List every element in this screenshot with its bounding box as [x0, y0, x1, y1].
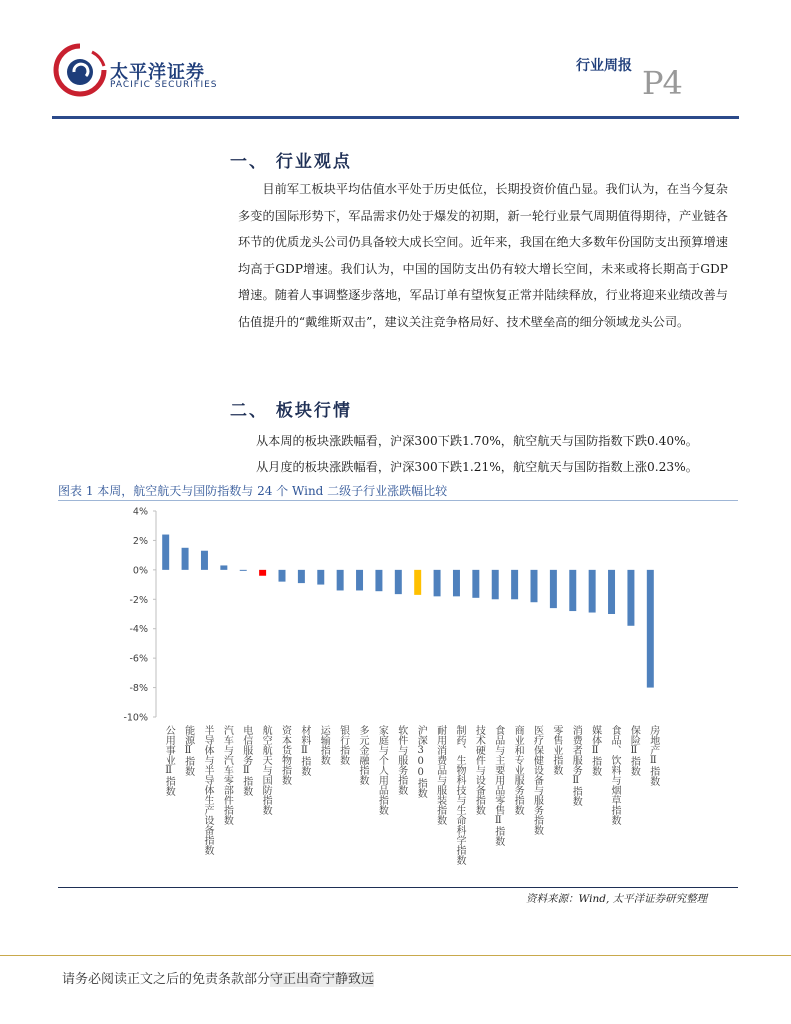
section-2-heading: 二、 板块行情: [230, 401, 352, 421]
bar: [647, 570, 654, 688]
x-category-label: 沪深300指数: [415, 725, 427, 798]
bar: [414, 570, 421, 595]
x-category-label: 汽车与汽车零部件指数: [221, 725, 233, 825]
y-tick-label: -6%: [129, 653, 148, 665]
y-tick-label: 4%: [132, 506, 148, 518]
disclaimer-text: 请务必阅读正文之后的免责条款部分: [62, 972, 271, 987]
bar: [279, 570, 286, 582]
x-category-label: 软件与服务指数: [395, 725, 407, 795]
bar: [453, 570, 460, 596]
bar: [162, 535, 169, 570]
figure-source: 资料来源：Wind, 太平洋证券研究整理: [526, 893, 708, 905]
x-category-label: 食品与主要用品零售Ⅱ指数: [492, 725, 504, 846]
bar: [375, 570, 382, 591]
bar: [259, 570, 266, 576]
y-tick-label: -2%: [129, 594, 148, 606]
y-tick-label: -10%: [123, 712, 148, 724]
x-category-label: 制药、生物科技与生命科学指数: [453, 725, 465, 865]
x-category-label: 航空航天与国防指数: [260, 725, 272, 815]
footer-divider: [0, 955, 791, 956]
bar: [492, 570, 499, 599]
bar: [627, 570, 634, 626]
x-category-label: 电信服务Ⅱ指数: [240, 725, 252, 796]
bar: [240, 570, 247, 571]
logo-english-name: PACIFIC SECURITIES: [110, 80, 218, 90]
logo-chinese-name: 太平洋证券: [110, 62, 205, 83]
pacific-securities-logo-icon: [52, 42, 108, 98]
bar: [201, 551, 208, 570]
company-motto: 守正出奇宁静致远: [270, 972, 375, 987]
x-category-label: 消费者服务Ⅱ指数: [570, 725, 582, 806]
bar: [182, 548, 189, 570]
figure-top-rule: [58, 500, 738, 501]
section-2-monthly-summary: 从月度的板块涨跌幅看，沪深300下跌1.21%，航空航天与国防指数上涨0.23%。: [256, 460, 698, 474]
bar: [531, 570, 538, 602]
bar: [472, 570, 479, 598]
bar: [356, 570, 363, 591]
section-1-paragraph: 目前军工板块平均估值水平处于历史低位，长期投资价值凸显。我们认为，在当今复杂多变的国际形势下，军品需求仍处于爆发的初期，新一轮行业景气周期值得期待，产业链各环节的优质龙头公司仍具备较大成长空间。近年来，我国在绝大多数年份国防支出预算增速均高于GDP增速。我们认为，中国的国防支出仍有较大增长空间，未来或将长期高于GDP增速。随着人事调整逐步落地，军品订单有望恢复正常并陆续释放，行业将迎来业绩改善与估值提升的“戴维斯双击”，建议关注竞争格局好、技术壁垒高的细分领域龙头公司。: [238, 182, 728, 329]
sector-performance-bar-chart: [120, 503, 680, 885]
x-category-label: 运输指数: [318, 725, 330, 765]
y-tick-label: 2%: [132, 535, 148, 547]
x-category-label: 家庭与个人用品指数: [376, 725, 388, 815]
bar: [395, 570, 402, 594]
x-category-label: 耐用消费品与服装指数: [434, 725, 446, 825]
x-category-label: 多元金融指数: [357, 725, 369, 785]
x-category-label: 材料Ⅱ指数: [298, 725, 310, 776]
bar: [608, 570, 615, 614]
x-category-label: 能源Ⅱ指数: [182, 725, 194, 776]
bar: [569, 570, 576, 611]
x-category-label: 技术硬件与设备指数: [473, 725, 485, 815]
section-2-weekly-summary: 从本周的板块涨跌幅看，沪深300下跌1.70%，航空航天与国防指数下跌0.40%。: [256, 434, 698, 448]
bar: [434, 570, 441, 596]
report-type-label: 行业周报: [576, 58, 632, 74]
footer-disclaimer: [62, 968, 374, 987]
bar: [511, 570, 518, 599]
bar: [317, 570, 324, 585]
x-category-label: 资本货物指数: [279, 725, 291, 785]
y-tick-label: -4%: [129, 624, 148, 636]
bar: [337, 570, 344, 591]
x-category-label: 商业和专业服务指数: [512, 725, 524, 815]
bar: [220, 565, 227, 569]
x-category-label: 保险Ⅱ指数: [628, 725, 640, 776]
y-tick-label: 0%: [132, 565, 148, 577]
page-number: P4: [642, 64, 682, 102]
x-category-label: 食品、饮料与烟草指数: [609, 725, 621, 825]
bar: [298, 570, 305, 583]
x-category-label: 媒体Ⅱ指数: [589, 725, 601, 776]
figure-bottom-rule: [58, 887, 738, 888]
section-1-heading: 一、 行业观点: [230, 152, 352, 172]
bar: [589, 570, 596, 613]
x-category-label: 房地产Ⅱ指数: [647, 725, 659, 786]
x-category-label: 公用事业Ⅱ指数: [163, 725, 175, 796]
bar: [550, 570, 557, 608]
x-category-label: 医疗保健设备与服务指数: [531, 725, 543, 835]
y-tick-label: -8%: [129, 683, 148, 695]
x-category-label: 零售业指数: [550, 725, 562, 775]
header-divider: [52, 116, 739, 119]
x-category-label: 银行指数: [337, 725, 349, 765]
x-category-label: 半导体与半导体生产设备指数: [201, 725, 213, 855]
figure-title: 图表 1 本周，航空航天与国防指数与 24 个 Wind 二级子行业涨跌幅比较: [58, 484, 448, 498]
